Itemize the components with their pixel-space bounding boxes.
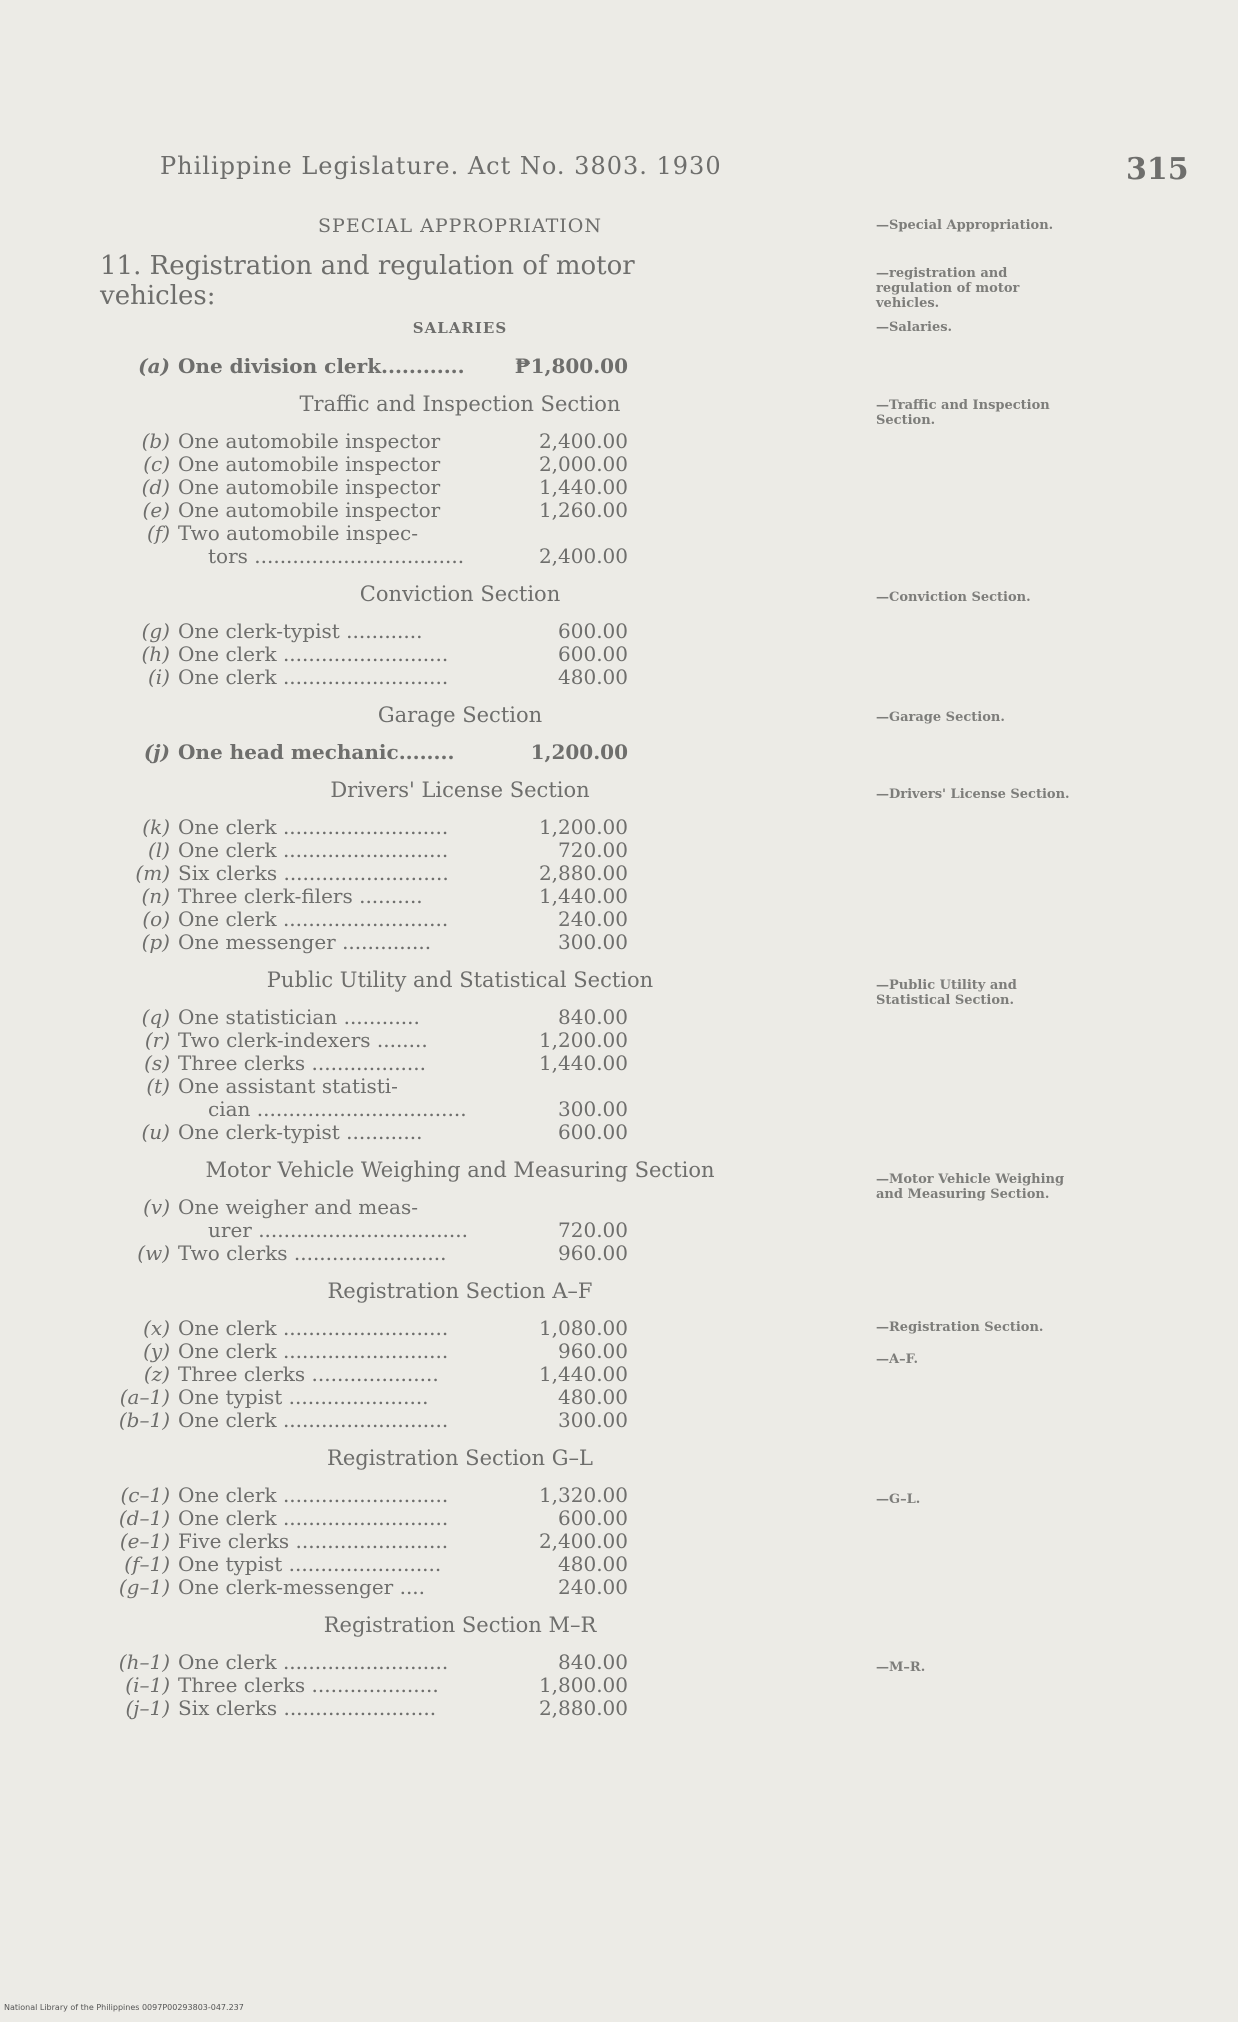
item-label: (h) [141, 642, 170, 666]
item-description-line: One clerk .......................... [178, 1651, 449, 1674]
item-amount: 600.00 [558, 1120, 628, 1144]
item-description [178, 1075, 478, 1121]
item-amount: 1,800.00 [538, 1673, 628, 1697]
item-description [178, 1340, 478, 1363]
appropriation-row [100, 1674, 740, 1697]
item-description [178, 741, 478, 764]
item-description [178, 1121, 478, 1144]
margin-note: —Drivers' License Section. [876, 787, 1070, 802]
margin-note: —Special Appropriation. [876, 218, 1054, 233]
item-amount: 2,880.00 [538, 1696, 628, 1720]
item-description-line: One clerk-messenger .... [178, 1576, 426, 1599]
item-amount: 840.00 [558, 1650, 628, 1674]
item-description-line: Two clerk-indexers ........ [178, 1029, 428, 1052]
salaries-heading: SALARIES [412, 319, 508, 337]
item-amount: 240.00 [558, 1575, 628, 1599]
item-label: (m) [135, 861, 170, 885]
item-description-line: One head mechanic........ [178, 741, 455, 764]
item-description [178, 1409, 478, 1432]
item-description-line: One clerk .......................... [178, 1409, 449, 1432]
item-amount: 720.00 [558, 1218, 628, 1242]
item-label: (f–1) [124, 1552, 170, 1576]
item-description [178, 499, 478, 522]
appropriation-row [100, 643, 740, 666]
appropriation-row [100, 1006, 740, 1029]
margin-note: —Garage Section. [876, 710, 1005, 725]
item-description [178, 643, 478, 666]
item-description-line: One division clerk............ [178, 355, 465, 378]
item-amount: 1,320.00 [538, 1483, 628, 1507]
item-amount: 1,440.00 [538, 884, 628, 908]
item-description [178, 1317, 478, 1340]
item-amount: 600.00 [558, 1506, 628, 1530]
item-description [178, 1006, 478, 1029]
item-description-line: One automobile inspector [178, 430, 441, 453]
item-label: (v) [143, 1195, 170, 1219]
main-text [100, 215, 740, 1720]
appropriation-row [100, 1121, 740, 1144]
appropriation-row [100, 1196, 740, 1242]
item-amount: 2,000.00 [538, 452, 628, 476]
item-label: (z) [143, 1362, 170, 1386]
appropriation-row [100, 741, 740, 764]
item-description-line: Three clerks .................... [178, 1674, 439, 1697]
margin-note: —M–R. [876, 1660, 926, 1675]
appropriation-row [100, 862, 740, 885]
appropriation-row [100, 1507, 740, 1530]
item-amount: 600.00 [558, 619, 628, 643]
item-label: (i) [147, 665, 170, 689]
item-amount: 1,440.00 [538, 1051, 628, 1075]
appropriation-row [100, 1242, 740, 1265]
item-description-line: One automobile inspector [178, 453, 441, 476]
appropriation-row [100, 1484, 740, 1507]
subsection-title: Drivers' License Section [330, 778, 590, 802]
appropriation-row [100, 1029, 740, 1052]
item-description [178, 620, 478, 643]
item-label: (b–1) [118, 1408, 170, 1432]
item-description [178, 839, 478, 862]
margin-note: —Registration Section. [876, 1320, 1044, 1335]
item-title: 11. Registration and regulation of motor vehicles: [100, 251, 635, 311]
item-description-line: One clerk .......................... [178, 1340, 449, 1363]
item-description [178, 355, 478, 378]
item-description [178, 1196, 478, 1242]
item-amount: 1,080.00 [538, 1316, 628, 1340]
item-label: (l) [147, 838, 170, 862]
appropriation-row [100, 522, 740, 568]
item-description-line: One clerk-typist ............ [178, 620, 423, 643]
item-description [178, 908, 478, 931]
subsection-title: Registration Section G–L [327, 1446, 593, 1470]
item-label: (b) [141, 429, 170, 453]
item-label: (c) [143, 452, 170, 476]
item-description-line: One weigher and meas- [178, 1196, 418, 1219]
appropriation-row [100, 1576, 740, 1599]
item-label: (w) [137, 1241, 170, 1265]
item-label: (y) [143, 1339, 170, 1363]
appropriation-row [100, 1553, 740, 1576]
item-description-line: One automobile inspector [178, 499, 441, 522]
appropriation-row [100, 1317, 740, 1340]
subsection-title: Garage Section [377, 703, 543, 727]
subsection-title: Registration Section M–R [323, 1613, 597, 1637]
item-label: (j) [143, 740, 170, 764]
appropriation-row [100, 1409, 740, 1432]
item-description-line: Three clerks .................. [178, 1052, 426, 1075]
item-description-line: One typist ........................ [178, 1553, 442, 1576]
item-description-line: urer ................................. [208, 1218, 468, 1242]
item-amount: 1,260.00 [538, 498, 628, 522]
item-description-line: One typist ...................... [178, 1386, 429, 1409]
item-description-line: One clerk .......................... [178, 1507, 449, 1530]
item-amount: 480.00 [558, 1385, 628, 1409]
item-description [178, 476, 478, 499]
item-label: (g) [141, 619, 170, 643]
item-description-line: Three clerks .................... [178, 1363, 439, 1386]
running-title: Philippine Legislature. Act No. 3803. 1930 [160, 152, 722, 180]
item-description-line: One statistician ............ [178, 1006, 420, 1029]
appropriation-row [100, 908, 740, 931]
appropriation-row [100, 1075, 740, 1121]
item-description-line: One clerk .......................... [178, 666, 449, 689]
appropriation-row [100, 453, 740, 476]
item-label: (j–1) [125, 1696, 170, 1720]
appropriation-row [100, 476, 740, 499]
item-amount: 300.00 [558, 1097, 628, 1121]
item-amount: 300.00 [558, 1408, 628, 1432]
item-description [178, 522, 478, 568]
subsection-title: Conviction Section [359, 582, 561, 606]
item-label: (x) [143, 1316, 170, 1340]
appropriation-row [100, 430, 740, 453]
appropriation-list [100, 355, 740, 1720]
appropriation-row [100, 839, 740, 862]
item-description [178, 1484, 478, 1507]
item-description-line: One automobile inspector [178, 476, 441, 499]
item-description [178, 666, 478, 689]
item-label: (h–1) [118, 1650, 170, 1674]
item-description-line: One assistant statisti- [178, 1075, 398, 1098]
item-description [178, 1651, 478, 1674]
appropriation-row [100, 1697, 740, 1720]
margin-note: —Salaries. [876, 320, 953, 335]
item-description [178, 1052, 478, 1075]
item-description-line: Two clerks ........................ [178, 1242, 447, 1265]
item-amount: 960.00 [558, 1241, 628, 1265]
appropriation-row [100, 931, 740, 954]
item-amount: 300.00 [558, 930, 628, 954]
item-description [178, 862, 478, 885]
item-label: (p) [141, 930, 170, 954]
item-description-line: Two automobile inspec- [178, 522, 418, 545]
appropriation-row [100, 499, 740, 522]
item-amount: 960.00 [558, 1339, 628, 1363]
margin-note: —Conviction Section. [876, 590, 1031, 605]
appropriation-row [100, 1530, 740, 1553]
appropriation-row [100, 885, 740, 908]
item-description [178, 1029, 478, 1052]
item-description [178, 1242, 478, 1265]
appropriation-row [100, 1340, 740, 1363]
item-label: (t) [146, 1074, 170, 1098]
item-description [178, 1530, 478, 1553]
appropriation-row [100, 1052, 740, 1075]
item-description [178, 430, 478, 453]
item-amount: 720.00 [558, 838, 628, 862]
item-amount: 1,200.00 [530, 740, 628, 764]
item-amount: 600.00 [558, 642, 628, 666]
item-description-line: Three clerk-filers .......... [178, 885, 423, 908]
item-label: (a) [138, 354, 170, 378]
item-label: (d–1) [118, 1506, 170, 1530]
item-description-line: One messenger .............. [178, 931, 432, 954]
appropriation-row [100, 1363, 740, 1386]
scan-credit: National Library of the Philippines 0097P00293803-047.237 [4, 2003, 244, 2012]
subsection-title: Traffic and Inspection Section [299, 392, 621, 416]
item-description [178, 816, 478, 839]
subsection-title: Public Utility and Statistical Section [266, 968, 654, 992]
appropriation-row [100, 1386, 740, 1409]
item-label: (u) [141, 1120, 170, 1144]
item-description [178, 1553, 478, 1576]
item-description-line: Six clerks ........................ [178, 1697, 437, 1720]
item-label: (e) [142, 498, 170, 522]
margin-note: —Traffic and Inspection Section. [876, 398, 1050, 428]
item-label: (o) [142, 907, 170, 931]
item-amount: 240.00 [558, 907, 628, 931]
item-description-line: One clerk .......................... [178, 908, 449, 931]
item-description [178, 1507, 478, 1530]
item-description-line: One clerk .......................... [178, 643, 449, 666]
item-label: (n) [141, 884, 170, 908]
item-amount: 480.00 [558, 1552, 628, 1576]
appropriation-row [100, 355, 740, 378]
margin-note: —registration and regulation of motor vehicles. [876, 266, 1020, 311]
page-number: 315 [1126, 152, 1189, 187]
item-label: (k) [142, 815, 170, 839]
item-label: (f) [146, 521, 170, 545]
item-description [178, 1674, 478, 1697]
item-description-line: tors ................................. [208, 544, 465, 568]
margin-note: —A–F. [876, 1352, 919, 1367]
item-description [178, 1386, 478, 1409]
appropriation-row [100, 816, 740, 839]
appropriation-row [100, 1651, 740, 1674]
item-amount: 2,400.00 [538, 544, 628, 568]
appropriation-row [100, 620, 740, 643]
item-label: (a–1) [119, 1385, 170, 1409]
margin-note: —G–L. [876, 1492, 921, 1507]
item-amount: ₱1,800.00 [514, 354, 628, 378]
appropriation-row [100, 666, 740, 689]
item-description-line: One clerk-typist ............ [178, 1121, 423, 1144]
item-label: (d) [141, 475, 170, 499]
item-description [178, 453, 478, 476]
item-description [178, 1576, 478, 1599]
item-amount: 2,880.00 [538, 861, 628, 885]
item-amount: 1,440.00 [538, 1362, 628, 1386]
item-description [178, 1697, 478, 1720]
item-amount: 1,440.00 [538, 475, 628, 499]
item-description [178, 885, 478, 908]
item-amount: 1,200.00 [538, 815, 628, 839]
item-amount: 2,400.00 [538, 1529, 628, 1553]
item-description [178, 931, 478, 954]
item-description-line: Five clerks ........................ [178, 1530, 449, 1553]
item-label: (g–1) [118, 1575, 170, 1599]
item-description-line: Six clerks .......................... [178, 862, 449, 885]
subsection-title: Motor Vehicle Weighing and Measuring Section [205, 1158, 715, 1182]
item-label: (i–1) [125, 1673, 170, 1697]
margin-note: —Public Utility and Statistical Section. [876, 978, 1017, 1008]
item-description-line: cian ................................. [208, 1097, 467, 1121]
subsection-title: Registration Section A–F [327, 1279, 593, 1303]
item-amount: 2,400.00 [538, 429, 628, 453]
item-label: (q) [141, 1005, 170, 1029]
item-label: (s) [144, 1051, 170, 1075]
section-heading: SPECIAL APPROPRIATION [318, 215, 602, 237]
item-description-line: One clerk .......................... [178, 1484, 449, 1507]
item-amount: 480.00 [558, 665, 628, 689]
item-amount: 1,200.00 [538, 1028, 628, 1052]
item-amount: 840.00 [558, 1005, 628, 1029]
item-label: (r) [144, 1028, 170, 1052]
item-label: (e–1) [119, 1529, 170, 1553]
item-description-line: One clerk .......................... [178, 1317, 449, 1340]
item-description [178, 1363, 478, 1386]
margin-note: —Motor Vehicle Weighing and Measuring Section. [876, 1172, 1065, 1202]
item-label: (c–1) [120, 1483, 170, 1507]
item-description-line: One clerk .......................... [178, 839, 449, 862]
item-description-line: One clerk .......................... [178, 816, 449, 839]
